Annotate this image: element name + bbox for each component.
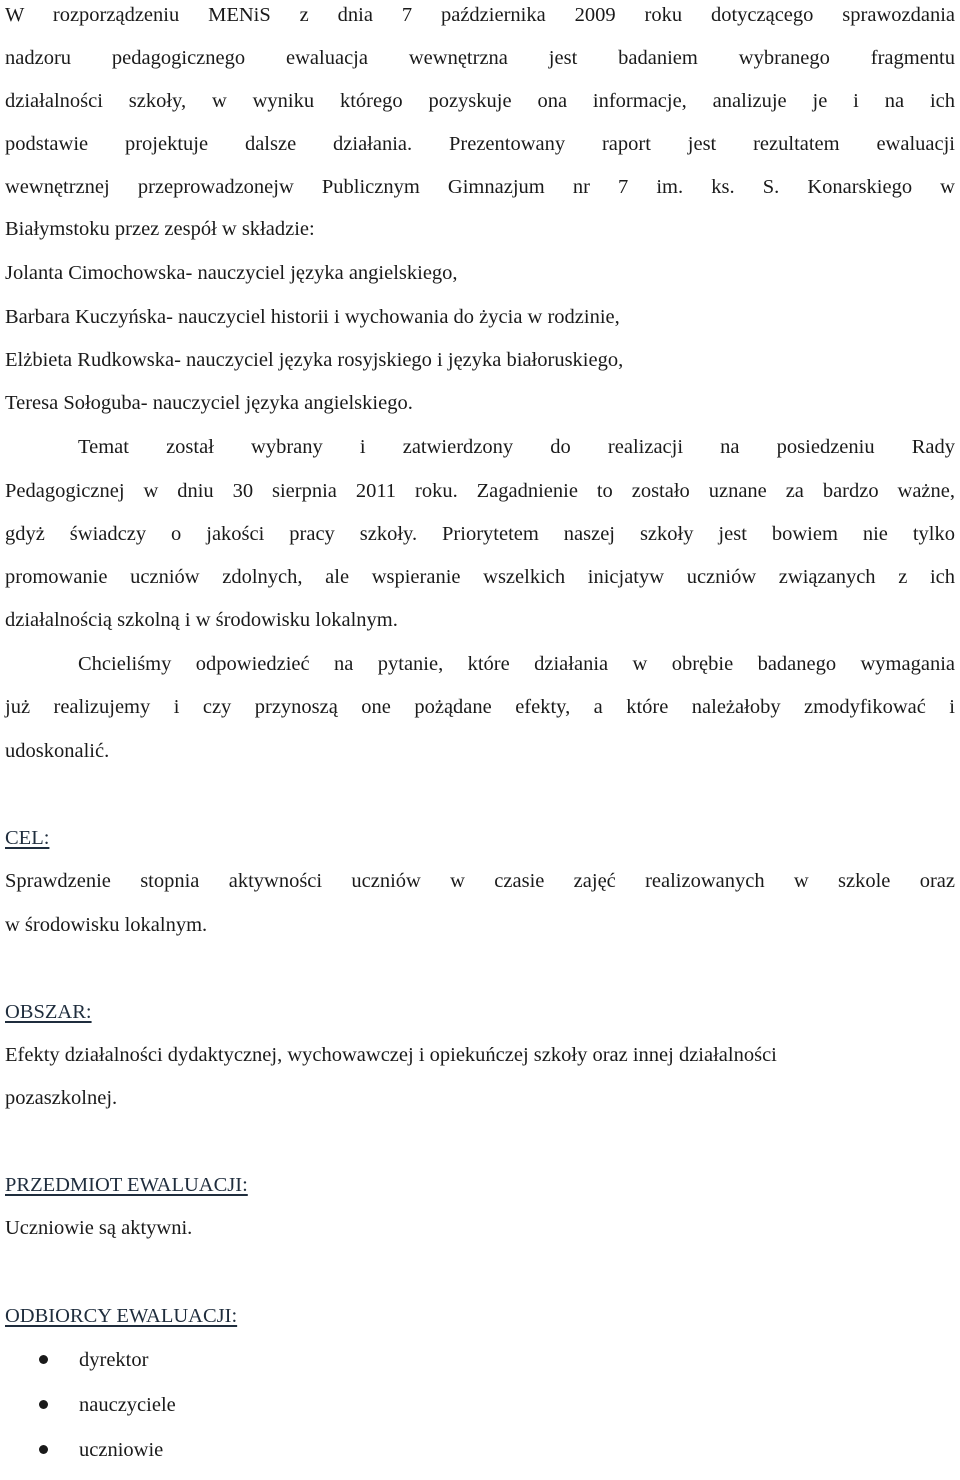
question-line: już realizujemy i czy przynoszą one pożądane efekty, a które należałoby zmodyfikować i xyxy=(5,696,955,718)
question-line: Chcieliśmy odpowiedzieć na pytanie, które działania w obrębie badanego wymagania xyxy=(78,653,955,675)
intro-line: W rozporządzeniu MENiS z dnia 7 października 2009 roku dotyczącego sprawozdania xyxy=(5,4,955,26)
list-item xyxy=(0,1345,176,1390)
team-member: Elżbieta Rudkowska- nauczyciel języka rosyjskiego i języka białoruskiego, xyxy=(5,349,624,371)
intro-line: podstawie projektuje dalsze działania. Prezentowany raport jest rezultatem ewaluacji xyxy=(5,133,955,155)
obszar-line: Efekty działalności dydaktycznej, wychowawczej i opiekuńczej szkoły oraz innej działalności xyxy=(5,1044,777,1066)
cel-heading: CEL: xyxy=(5,827,50,849)
intro-line: wewnętrznej przeprowadzonejw Publicznym Gimnazjum nr 7 im. ks. S. Konarskiego w xyxy=(5,176,955,198)
list-item-label: dyrektor xyxy=(79,1349,149,1371)
team-member: Jolanta Cimochowska- nauczyciel języka angielskiego, xyxy=(5,262,458,284)
topic-line: Temat został wybrany i zatwierdzony do realizacji na posiedzeniu Rady xyxy=(78,436,955,458)
obszar-heading: OBSZAR: xyxy=(5,1001,92,1023)
list-item-label: uczniowie xyxy=(79,1439,164,1461)
topic-line: promowanie uczniów zdolnych, ale wspieranie wszelkich inicjatyw uczniów związanych z ich xyxy=(5,566,955,588)
topic-line: gdyż świadczy o jakości pracy szkoły. Priorytetem naszej szkoły jest bowiem nie tylko xyxy=(5,523,955,545)
przedmiot-text: Uczniowie są aktywni. xyxy=(5,1217,193,1239)
team-intro: Białymstoku przez zespół w składzie: xyxy=(5,218,315,240)
list-item-label: nauczyciele xyxy=(79,1394,176,1416)
topic-line: działalnością szkolną i w środowisku lokalnym. xyxy=(5,609,398,631)
obszar-line: pozaszkolnej. xyxy=(5,1087,118,1109)
intro-line: działalności szkoły, w wyniku którego pozyskuje ona informacje, analizuje je i na ich xyxy=(5,90,955,112)
question-line: udoskonalić. xyxy=(5,740,110,762)
list-item xyxy=(0,1435,176,1480)
list-item xyxy=(0,1390,176,1435)
odbiorcy-heading: ODBIORCY EWALUACJI: xyxy=(5,1305,238,1327)
intro-line: nadzoru pedagogicznego ewaluacja wewnętrzna jest badaniem wybranego fragmentu xyxy=(5,47,955,69)
team-member: Barbara Kuczyńska- nauczyciel historii i wychowania do życia w rodzinie, xyxy=(5,306,620,328)
cel-line: w środowisku lokalnym. xyxy=(5,914,208,936)
cel-line: Sprawdzenie stopnia aktywności uczniów w czasie zajęć realizowanych w szkole oraz xyxy=(5,870,955,892)
przedmiot-heading: PRZEDMIOT EWALUACJI: xyxy=(5,1174,248,1196)
bullet-icon xyxy=(39,1400,48,1409)
bullet-icon xyxy=(39,1355,48,1364)
bullet-icon xyxy=(39,1445,48,1454)
team-member: Teresa Sołoguba- nauczyciel języka angielskiego. xyxy=(5,392,413,414)
topic-line: Pedagogicznej w dniu 30 sierpnia 2011 roku. Zagadnienie to zostało uznane za bardzo ważne, xyxy=(5,480,955,502)
